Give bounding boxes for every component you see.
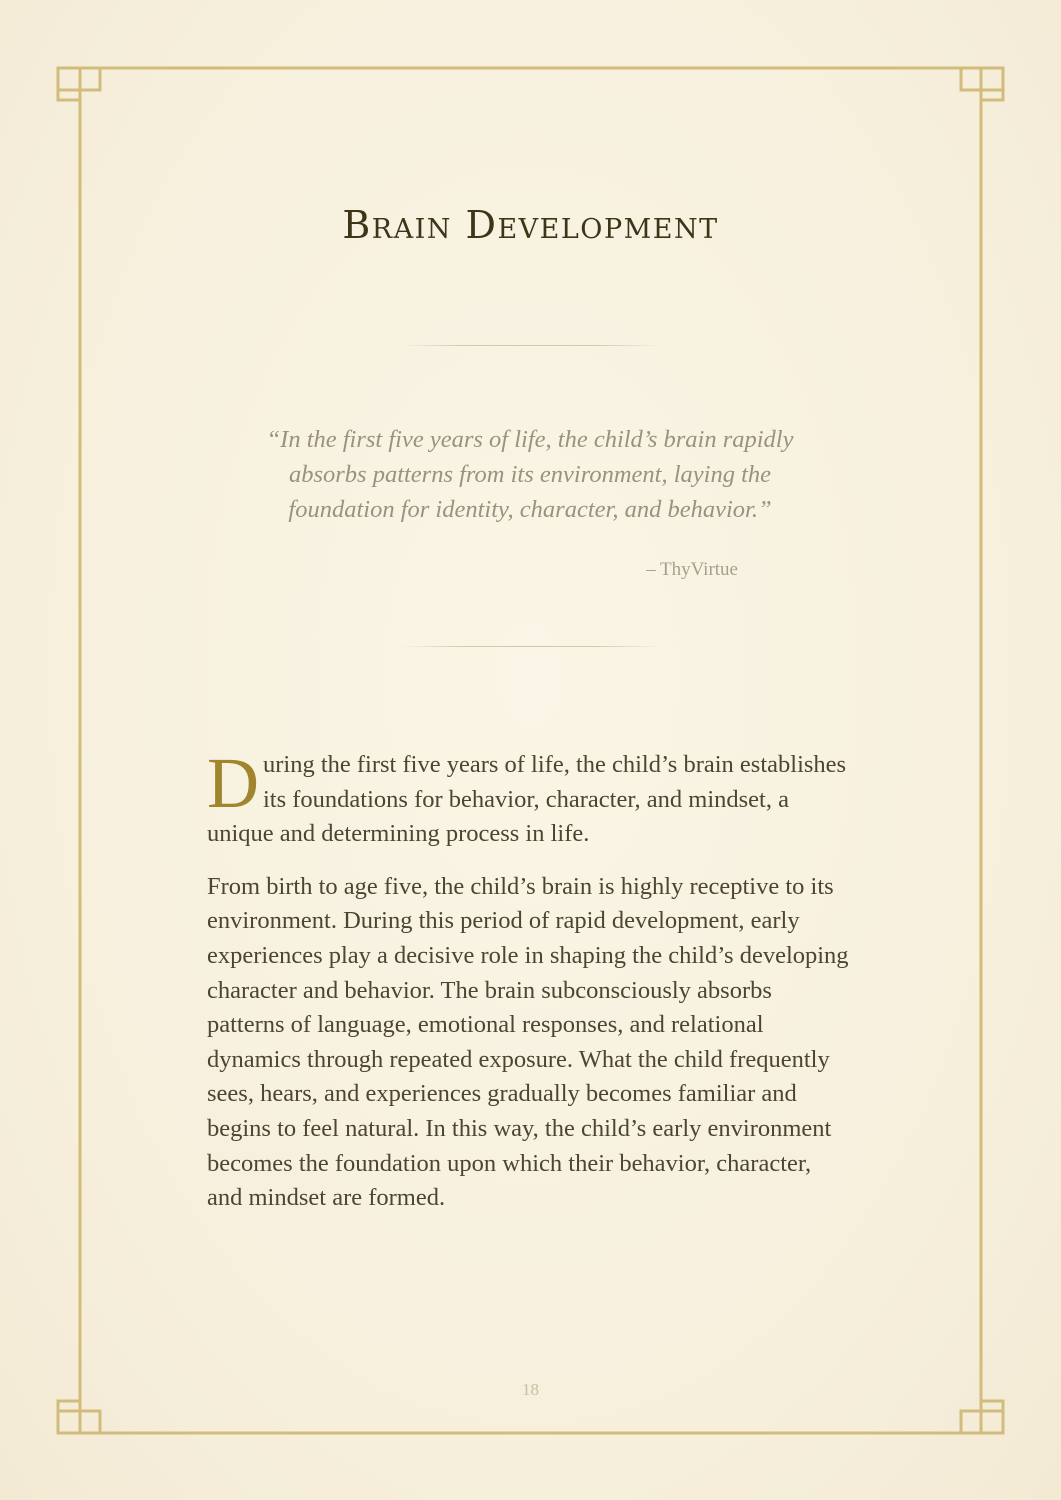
paragraph-2: From birth to age five, the child’s brain is highly receptive to its environment. During this period of rapid development, early experiences play a decisive role in shaping the child’s developing character and behavior. The brain subconsciously absorbs patterns of language, emotional responses, and relational dynamics through repeated exposure. What the child frequently sees, hears, and experiences gradually becomes familiar and begins to feel natural. In this way, the child’s early environment becomes the foundation upon which their behavior, character, and mindset are formed. [207,872,849,1212]
quote-attribution: – ThyVirtue [646,559,738,580]
drop-cap: D [207,743,259,823]
paragraph-1 [207,743,852,852]
divider-bottom [400,646,660,647]
epigraph-quote: “In the first five years of life, the child’s brain rapidly absorbs patterns from its environment, laying the foundation for identity, character, and behavior.” [266,426,794,523]
paragraph-1-text: uring the first five years of life, the child’s brain establishes its foundations for behavior, character, and mindset, a unique and determining process in life. [207,751,847,848]
divider-top [400,345,660,346]
body-text [207,743,852,1234]
page-title: Brain Development [342,203,719,247]
page-number: 18 [522,1380,539,1399]
